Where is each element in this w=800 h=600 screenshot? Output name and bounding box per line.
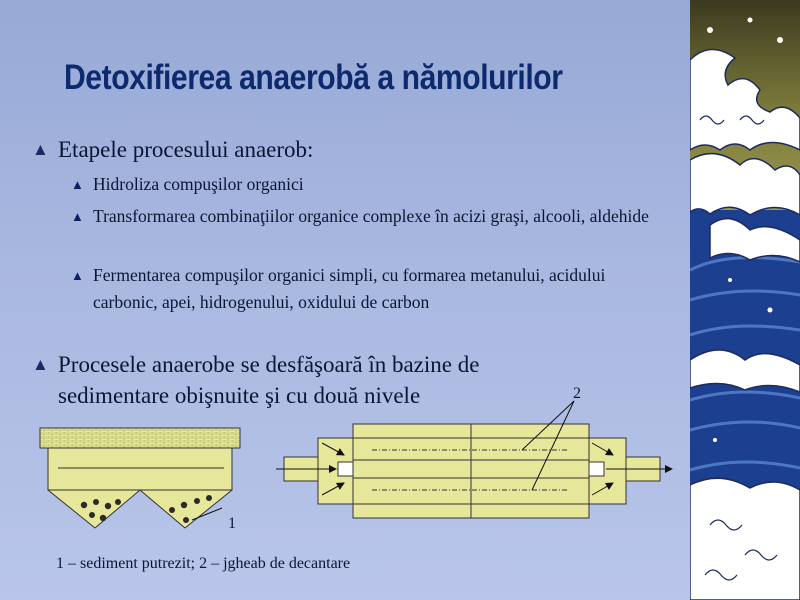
label-2: 2: [573, 385, 581, 402]
triangle-bullet-icon: ▲: [32, 140, 49, 159]
wave-decoration: [690, 0, 800, 600]
bullet-level2: ▲ Fermentarea compuşilor organici simpli, cu formarea metanului, acidului carbonic, apei, hidrogenului, oxidului de carbon: [77, 262, 667, 316]
bullet-level2: ▲ Transformarea combinaţiilor organice complexe în acizi graşi, alcooli, aldehide: [77, 203, 667, 230]
bullet-level2: ▲ Hidroliza compuşilor organici: [77, 171, 667, 198]
settling-tank-plan: [276, 401, 672, 518]
triangle-bullet-icon: ▲: [71, 268, 84, 283]
label-1: 1: [228, 515, 236, 532]
bullet-level1: ▲ Procesele anaerobe se desfăşoară în bazine de sedimentare obişnuite şi cu două nivele: [36, 349, 556, 411]
diagram: [0, 380, 690, 550]
triangle-bullet-icon: ▲: [71, 209, 84, 224]
bullet-level1: ▲ Etapele procesului anaerob:: [36, 134, 686, 165]
slide-title: Detoxifierea anaerobă a nămolurilor: [64, 58, 563, 97]
sedimentation-tank-section: [40, 428, 240, 528]
triangle-bullet-icon: ▲: [71, 177, 84, 192]
triangle-bullet-icon: ▲: [32, 355, 49, 374]
diagram-legend: 1 – sediment putrezit; 2 – jgheab de decantare: [56, 555, 351, 572]
